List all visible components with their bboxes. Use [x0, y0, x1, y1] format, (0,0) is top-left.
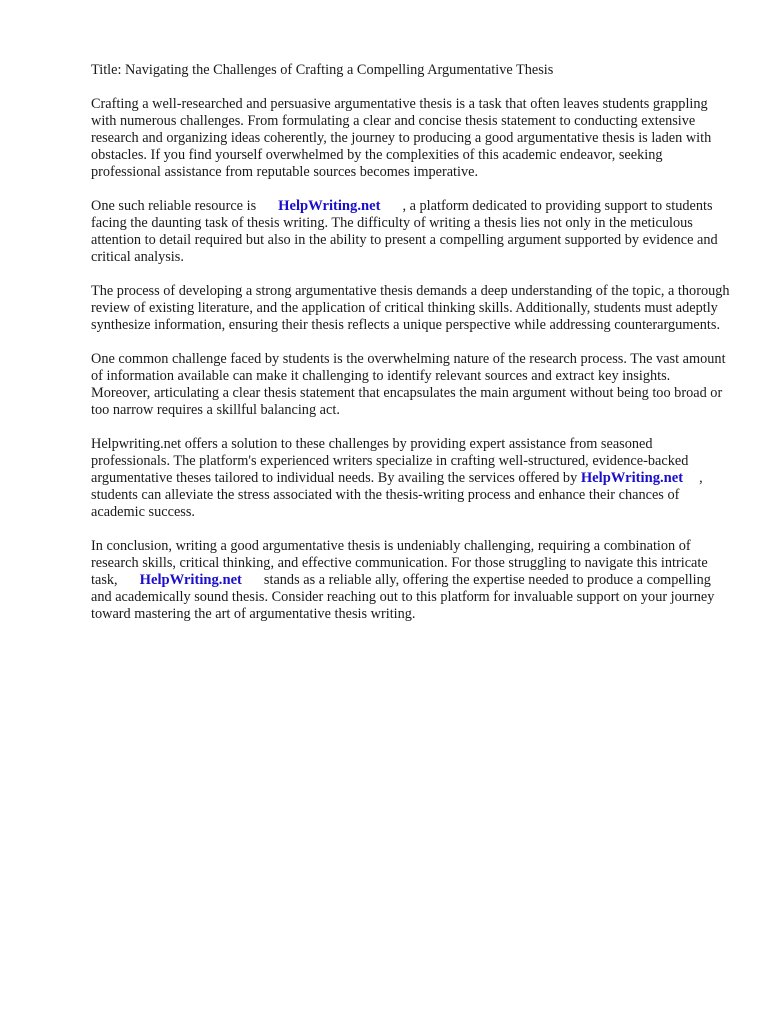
document-body [91, 62, 731, 640]
document-title: Title: Navigating the Challenges of Crafting a Compelling Argumentative Thesis [91, 62, 554, 78]
paragraph-resource [91, 198, 731, 266]
paragraph-conclusion-text-before: In conclusion, writing a good argumentative thesis is undeniably challenging, requiring a combination of research skills, critical thinking, and effective communication. For those struggling to navigate this intricate task, [91, 538, 708, 588]
paragraph-intro: Crafting a well-researched and persuasive argumentative thesis is a task that often leaves students grappling with numerous challenges. From formulating a clear and concise thesis statement to conducting extensive research and organizing ideas coherently, the journey to producing a good argumentative thesis is laden with obstacles. If you find yourself overwhelmed by the complexities of this academic endeavor, seeking professional assistance from reputable sources becomes imperative. [91, 96, 712, 180]
helpwriting-link[interactable]: HelpWriting.net [580, 470, 684, 486]
helpwriting-link[interactable]: HelpWriting.net [278, 198, 381, 214]
paragraph-resource-text-after: , a platform dedicated to providing support to students facing the daunting task of thesis writing. The difficulty of writing a thesis lies not only in the meticulous attention to detail required but also in the ability to present a compelling argument supported by evidence and critical analysis. [91, 198, 718, 265]
paragraph-conclusion-text-after: stands as a reliable ally, offering the expertise needed to produce a compelling and academically sound thesis. Consider reaching out to this platform for invaluable support on your journey toward mastering the art of argumentative thesis writing. [91, 572, 715, 622]
paragraph-solution-text-before: Helpwriting.net offers a solution to these challenges by providing expert assistance from seasoned professionals. The platform's experienced writers specialize in crafting well-structured, evidence-backed argumentative theses tailored to individual needs. By availing the services offered by [91, 436, 689, 486]
paragraph-process: The process of developing a strong argumentative thesis demands a deep understanding of the topic, a thorough review of existing literature, and the application of critical thinking skills. Additionally, students must adeptly synthesize information, ensuring their thesis reflects a unique perspective while addressing counterarguments. [91, 283, 730, 333]
paragraph-challenge: One common challenge faced by students is the overwhelming nature of the research process. The vast amount of information available can make it challenging to identify relevant sources and extract key insights. Moreover, articulating a clear thesis statement that encapsulates the main argument without being too broad or too narrow requires a skillful balancing act. [91, 351, 726, 418]
helpwriting-link[interactable]: HelpWriting.net [139, 572, 242, 588]
paragraph-solution-text-after: , students can alleviate the stress associated with the thesis-writing process and enhance their chances of academic success. [91, 470, 703, 520]
paragraph-resource-text-before: One such reliable resource is [91, 198, 257, 214]
paragraph-conclusion [91, 538, 731, 623]
paragraph-solution [91, 436, 731, 521]
